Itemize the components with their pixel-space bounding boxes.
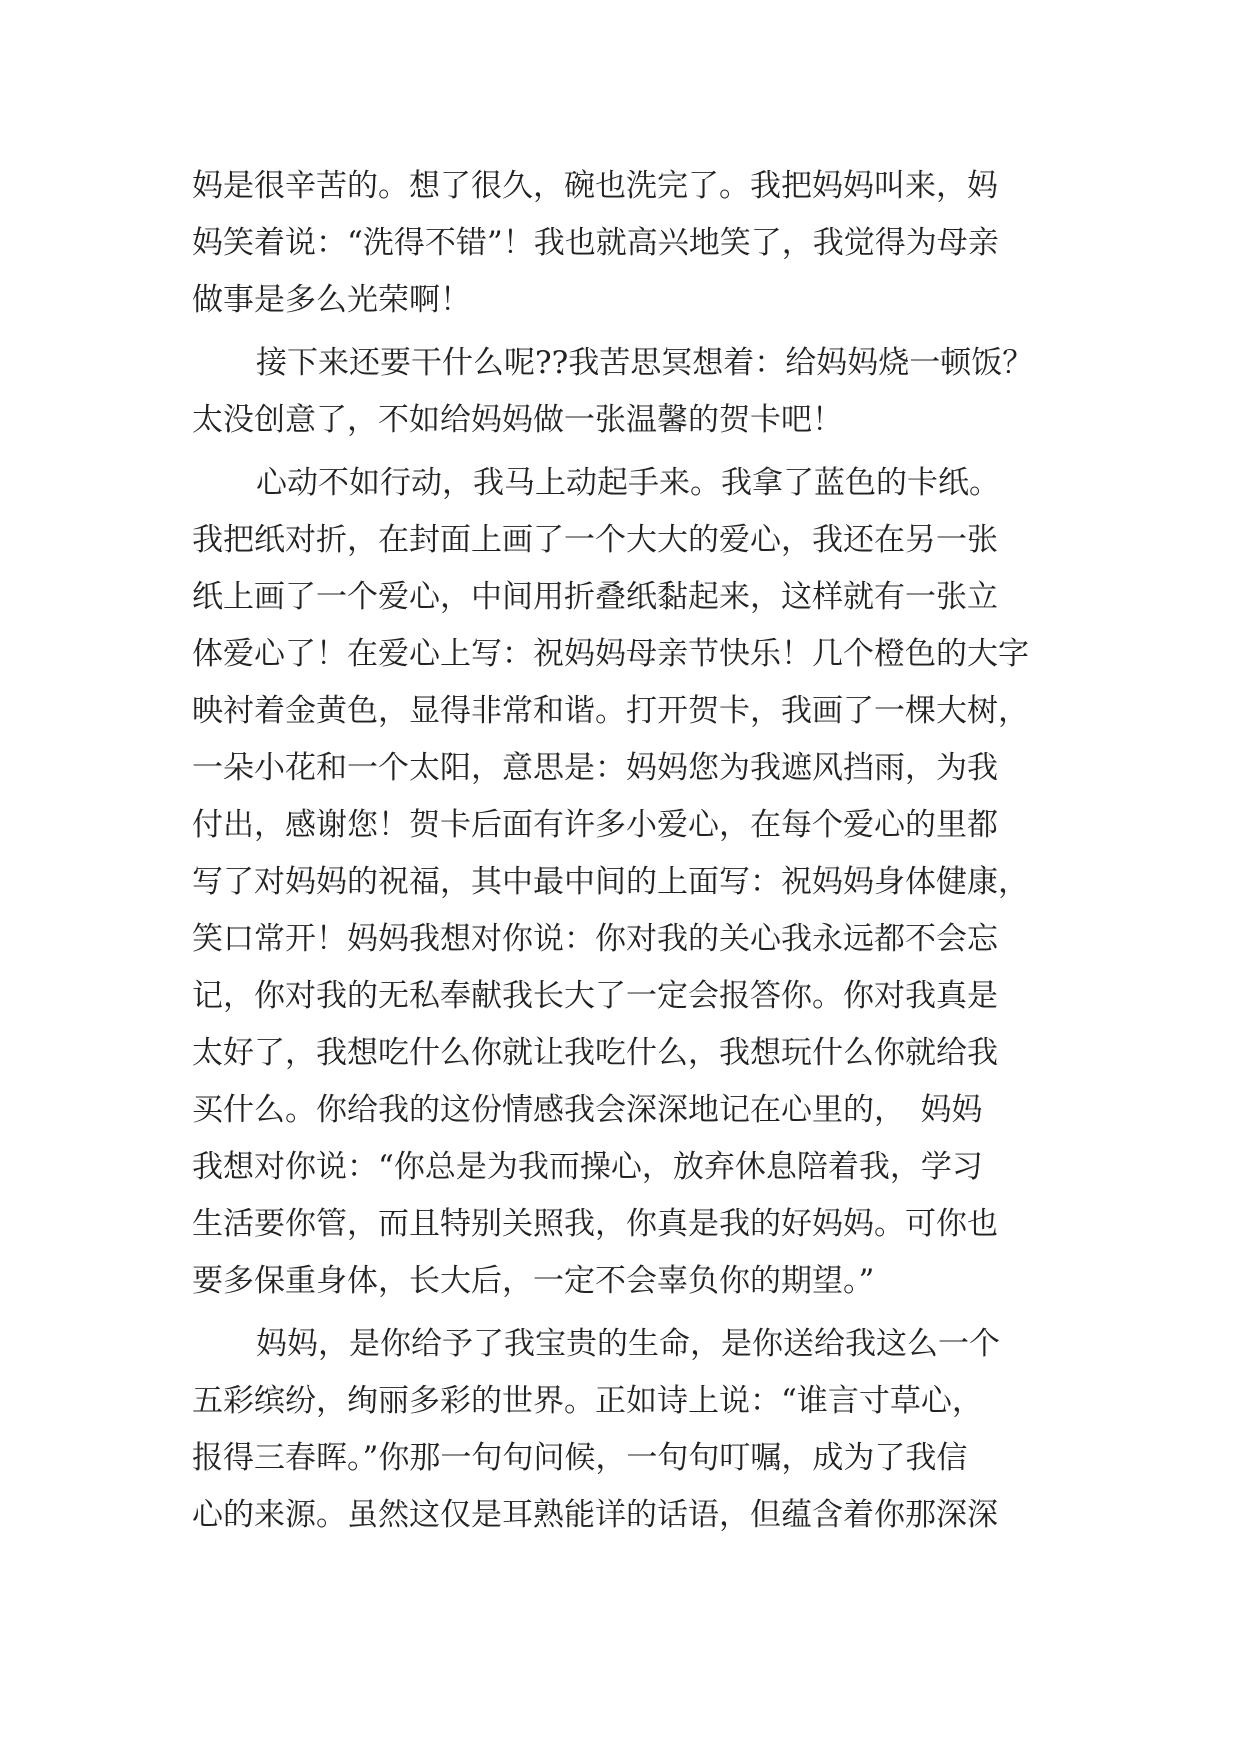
text-line: 付出，感谢您！贺卡后面有许多小爱心，在每个爱心的里都 bbox=[192, 807, 998, 843]
text-line: 做事是多么光荣啊！ bbox=[192, 282, 471, 318]
text-line: 买什么。你给我的这份情感我会深深地记在心里的， 妈妈 bbox=[192, 1092, 983, 1128]
text-line: 妈是很辛苦的。想了很久，碗也洗完了。我把妈妈叫来，妈 bbox=[192, 168, 998, 204]
text-line: 太好了，我想吃什么你就让我吃什么，我想玩什么你就给我 bbox=[192, 1035, 998, 1071]
text-line: 体爱心了！在爱心上写：祝妈妈母亲节快乐！几个橙色的大字 bbox=[192, 636, 1029, 672]
text-line: 五彩缤纷，绚丽多彩的世界。正如诗上说：“谁言寸草心， bbox=[192, 1383, 983, 1419]
text-line: 妈笑着说：“洗得不错”！我也就高兴地笑了，我觉得为母亲 bbox=[192, 225, 999, 261]
article-body bbox=[192, 158, 1052, 1544]
text-line: 记，你对我的无私奉献我长大了一定会报答你。你对我真是 bbox=[192, 978, 998, 1014]
text-line: 报得三春晖。”你那一句句问候，一句句叮嘱，成为了我信 bbox=[192, 1440, 968, 1476]
text-line: 接下来还要干什么呢??我苦思冥想着：给妈妈烧一顿饭？ bbox=[256, 345, 1034, 381]
text-line: 纸上画了一个爱心，中间用折叠纸黏起来，这样就有一张立 bbox=[192, 579, 998, 615]
text-line: 一朵小花和一个太阳，意思是：妈妈您为我遮风挡雨，为我 bbox=[192, 750, 998, 786]
text-line: 要多保重身体，长大后，一定不会辜负你的期望。” bbox=[192, 1263, 875, 1299]
text-line: 我把纸对折，在封面上画了一个大大的爱心，我还在另一张 bbox=[192, 522, 998, 558]
text-line: 妈妈，是你给予了我宝贵的生命，是你送给我这么一个 bbox=[256, 1326, 1000, 1362]
text-line: 笑口常开！妈妈我想对你说：你对我的关心我永远都不会忘 bbox=[192, 921, 998, 957]
text-line: 太没创意了，不如给妈妈做一张温馨的贺卡吧！ bbox=[192, 402, 843, 438]
text-line: 我想对你说：“你总是为我而操心，放弃休息陪着我，学习 bbox=[192, 1149, 983, 1185]
text-line: 映衬着金黄色，显得非常和谐。打开贺卡，我画了一棵大树， bbox=[192, 693, 1029, 729]
text-line: 心动不如行动，我马上动起手来。我拿了蓝色的卡纸。 bbox=[256, 465, 1000, 501]
text-line: 写了对妈妈的祝福，其中最中间的上面写：祝妈妈身体健康， bbox=[192, 864, 1029, 900]
text-line: 生活要你管，而且特别关照我，你真是我的好妈妈。可你也 bbox=[192, 1206, 998, 1242]
text-line: 心的来源。虽然这仅是耳熟能详的话语，但蕴含着你那深深 bbox=[192, 1497, 998, 1533]
